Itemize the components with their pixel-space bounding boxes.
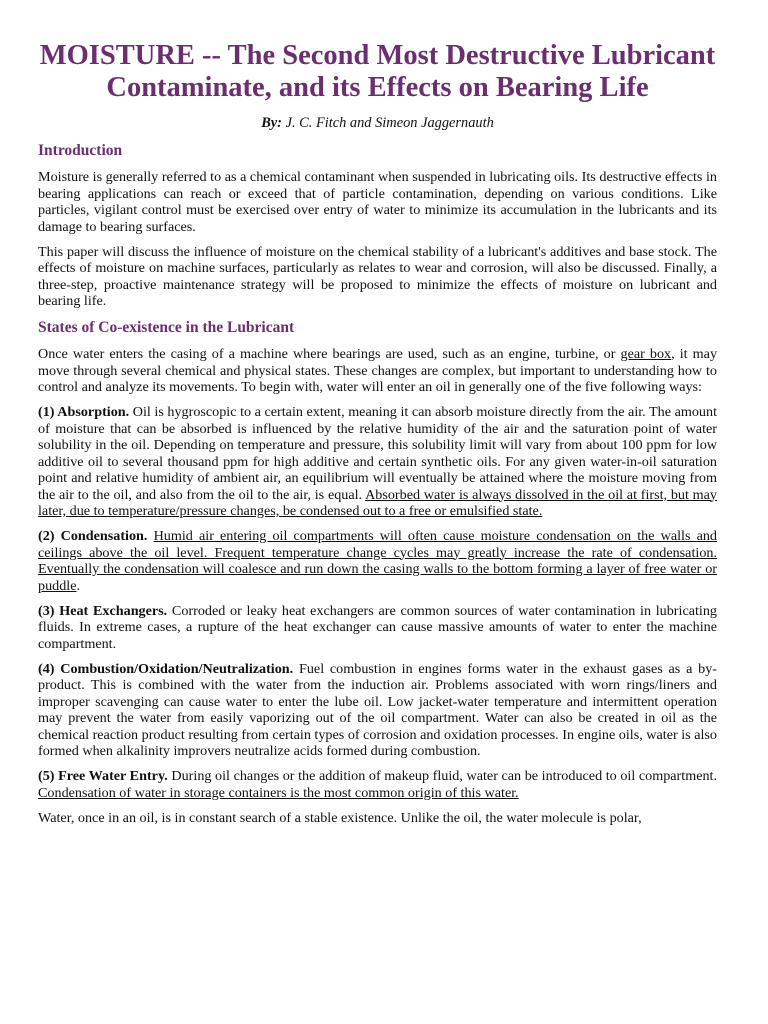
absorption-underlined: Absorbed water is always dissolved in the oil at first, but may later, due to temperature/pressure changes, be condensed out to a free or emulsified state. [38, 486, 717, 519]
free-water-lead: (5) Free Water Entry. [38, 768, 168, 784]
states-text-a: Once water enters the casing of a machine where bearings are used, such as an engine, turbine, or [38, 346, 621, 362]
section-heading-introduction: Introduction [38, 142, 123, 159]
absorption-text: Oil is hygroscopic to a certain extent, meaning it can absorb moisture directly from the air. The amount of moisture that can be absorbed is influenced by the relative humidity of the air and the saturation point of water solubility in the oil. Depending on temperature and pressure, this solubility limit will vary from about 100 ppm for low additive oil to several thousand ppm for high additive and certain synthetic oils. For any given water-in-oil saturation point and relative humidity of ambient air, an equilibrium will eventually be attained where the moisture moving from the air to the oil, and also from the oil to the air, is equal. [38, 404, 718, 503]
combustion-text: Fuel combustion in engines forms water in the exhaust gases as a by-product. This is combined with the water from the induction air. Problems associated with worn rings/liners and improper scavenging can cause water to enter the lube oil. Low jacket-water temperature and intermittent operation may prevent the water from easily vaporizing out of the oil compartment. Water can also be created in oil as the chemical reaction product resulting from certain types of corrosion and oxidation processes. In engine oils, water is also formed when alkalinity improvers neutralize acids formed during combustion. [38, 660, 717, 759]
condensation-lead: (2) Condensation. [38, 528, 148, 544]
intro-paragraph-2: This paper will discuss the influence of moisture on the chemical stability of a lubricant's additives and base stock. The effects of moisture on machine surfaces, particularly as relates to wear and corrosion, will also be discussed. Finally, a three-step, proactive maintenance strategy will be proposed to minimize the effects of moisture on lubricant and bearing life. [38, 243, 717, 309]
condensation-underlined: Humid air entering oil compartments will often cause moisture condensation on the walls and ceilings above the oil level. Frequent temperature change cycles may greatly increase the rate of condensation. Eventually the condensation will coalesce and run down the casing walls to the bottom forming a layer of free water or puddle [38, 528, 717, 594]
heat-exchangers-text: Corroded or leaky heat exchangers are common sources of water contamination in lubricating fluids. In extreme cases, a rupture of the heat exchanger can cause massive amounts of water to enter the machine compartment. [38, 602, 717, 652]
condensation-paragraph [38, 528, 717, 594]
absorption-lead: (1) Absorption. [38, 404, 130, 420]
condensation-tail: . [76, 577, 81, 594]
states-text-b: , it may move through several chemical and physical states. These changes are complex, but important to understanding how to control and analyze its movements. To begin with, water will enter an oil in generally one of the five following ways: [38, 346, 718, 395]
document-page [38, 40, 717, 835]
heat-exchangers-paragraph [38, 603, 717, 653]
free-water-text: During oil changes or the addition of makeup fluid, water can be introduced to oil compartment. [167, 768, 718, 784]
absorption-paragraph [38, 404, 717, 520]
section-heading-states: States of Co-existence in the Lubricant [38, 319, 295, 336]
combustion-lead: (4) Combustion/Oxidation/Neutralization. [38, 660, 294, 677]
byline-label: By: [261, 115, 282, 131]
byline-authors: J. C. Fitch and Simeon Jaggernauth [285, 115, 494, 131]
free-water-underlined: Condensation of water in storage containers is the most common origin of this water. [38, 784, 519, 801]
intro-paragraph-1: Moisture is generally referred to as a chemical contaminant when suspended in lubricating oils. Its destructive effects in bearing applications can reach or exceed that of particle contamination, depending on various conditions. Like particles, vigilant control must be exercised over entry of water to minimize its accumulation in the lubricants and its damage to bearing surfaces. [38, 169, 717, 235]
heat-exchangers-lead: (3) Heat Exchangers. [38, 602, 168, 619]
combustion-paragraph [38, 661, 717, 760]
gear-box-link[interactable]: gear box [620, 346, 672, 362]
states-paragraph-1 [38, 346, 717, 396]
free-water-paragraph [38, 768, 717, 801]
byline [38, 114, 717, 132]
document-title: MOISTURE -- The Second Most Destructive Lubricant Contaminate, and its Effects on Bearing Life [39, 40, 716, 103]
closing-paragraph: Water, once in an oil, is in constant search of a stable existence. Unlike the oil, the water molecule is polar, [38, 809, 642, 826]
